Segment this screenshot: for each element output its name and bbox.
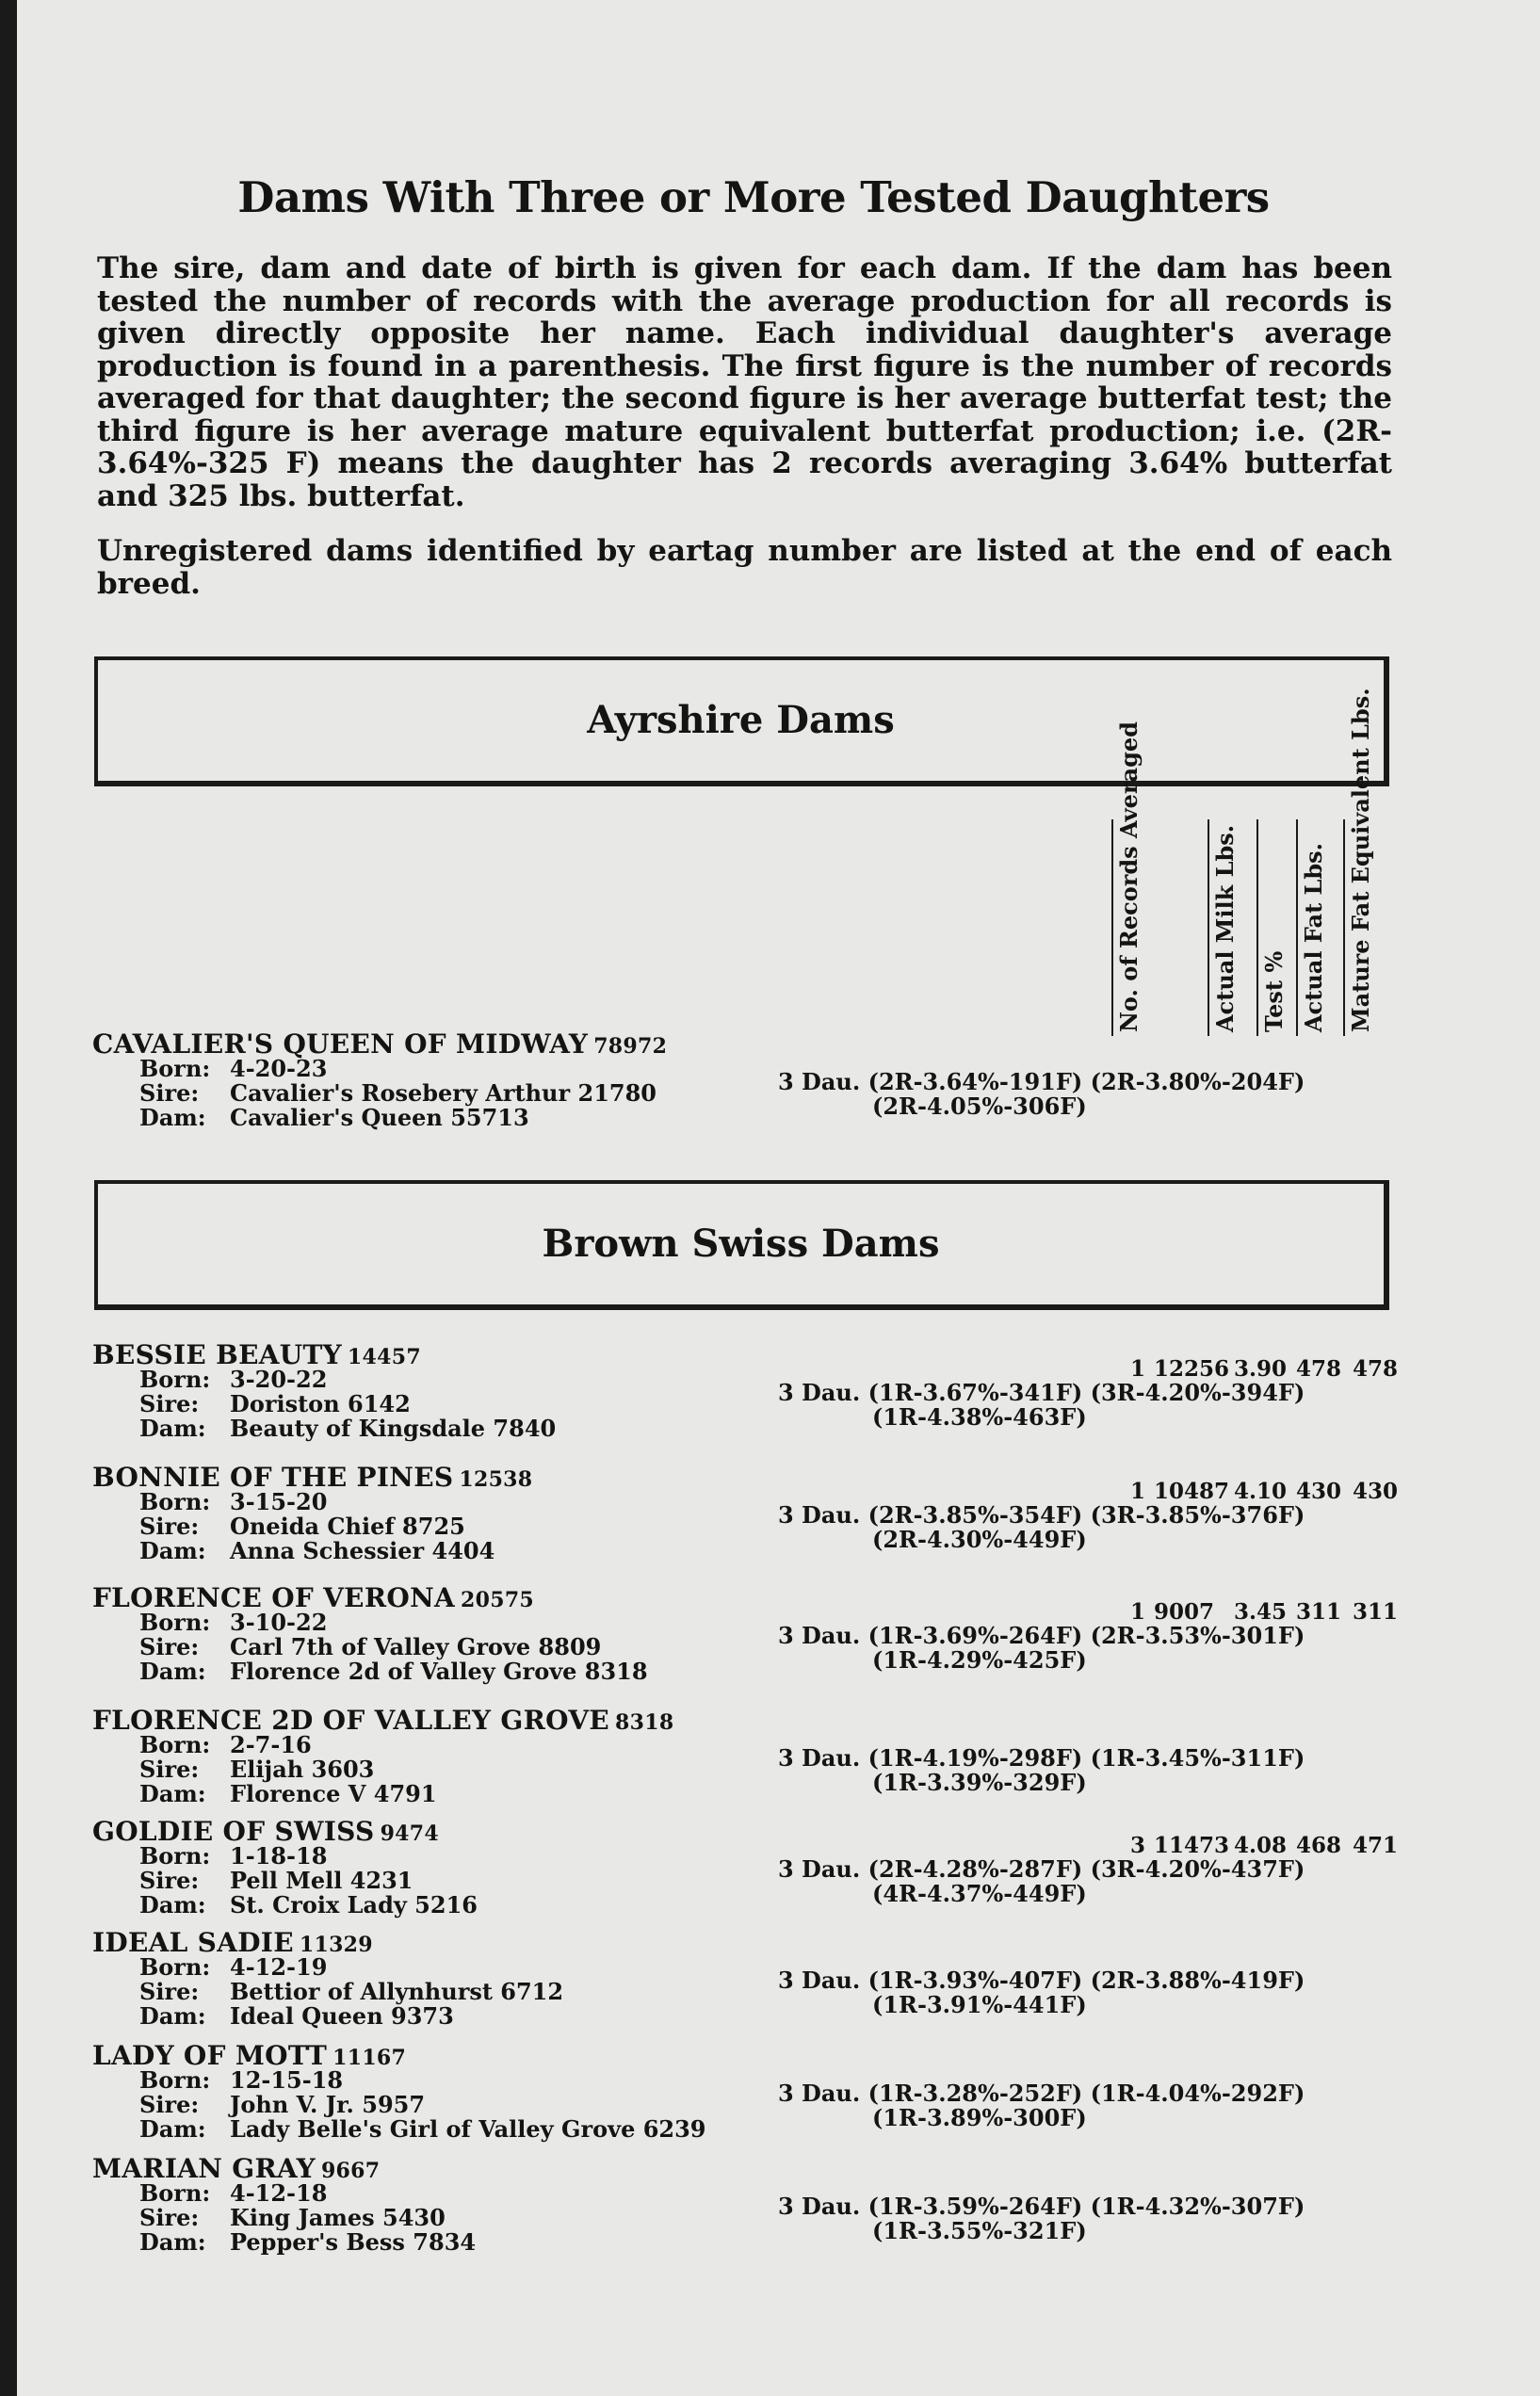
sire-label: Sire: <box>139 2204 200 2231</box>
ayrshire-heading-box <box>94 656 1389 786</box>
born-label: Born: <box>139 1842 211 1870</box>
born-label: Born: <box>139 1488 211 1515</box>
page-title: Dams With Three or More Tested Daughters <box>237 172 1270 222</box>
dam-value: Anna Schessier 4404 <box>230 1537 495 1564</box>
dam-pedigree <box>139 2068 706 2142</box>
daughters-line-1 <box>778 1624 1305 1648</box>
born-label: Born: <box>139 1953 211 1981</box>
sire-label: Sire: <box>139 1978 200 2005</box>
dam-registration-number: 11329 <box>299 1933 373 1957</box>
sire-label: Sire: <box>139 1756 200 1783</box>
dam-registration-number: 11167 <box>332 2046 407 2070</box>
daughters-line-2: (4R-4.37%-449F) <box>872 1880 1087 1907</box>
dam-value: Cavalier's Queen 55713 <box>230 1104 529 1131</box>
dam-row <box>139 2004 563 2029</box>
dam-pedigree <box>139 1057 657 1130</box>
dam-pedigree <box>139 1611 648 1684</box>
dam-label: Dam: <box>139 2228 206 2256</box>
sire-row <box>139 1392 556 1417</box>
daughter-records-1: (1R-3.28%-252F) (1R-4.04%-292F) <box>867 2080 1305 2107</box>
sire-value: Carl 7th of Valley Grove 8809 <box>230 1633 602 1660</box>
born-row <box>139 1733 437 1757</box>
sire-row <box>139 1757 437 1782</box>
avg-mature-fat: 430 <box>1353 1479 1399 1504</box>
avg-records: 3 <box>1130 1833 1146 1858</box>
sire-row <box>139 2093 706 2117</box>
dam-label: Dam: <box>139 2002 206 2030</box>
avg-test: 4.08 <box>1234 1833 1288 1858</box>
dam-row <box>139 1539 494 1563</box>
sire-label: Sire: <box>139 1513 200 1540</box>
daughter-count: 3 Dau. <box>778 2193 861 2220</box>
dam-label: Dam: <box>139 1537 206 1564</box>
dam-label: Dam: <box>139 1658 206 1685</box>
born-value: 3-10-22 <box>230 1609 328 1636</box>
sire-label: Sire: <box>139 1867 200 1894</box>
daughter-count: 3 Dau. <box>778 1068 861 1095</box>
sire-label: Sire: <box>139 1079 200 1107</box>
daughters-line-1 <box>778 1381 1305 1405</box>
dam-registration-number: 9474 <box>380 1821 440 1846</box>
born-row <box>139 2068 706 2093</box>
born-row <box>139 1611 648 1635</box>
dam-row <box>139 2230 476 2255</box>
daughter-records-1: (1R-3.59%-264F) (1R-4.32%-307F) <box>867 2193 1305 2220</box>
avg-fat: 311 <box>1296 1599 1342 1625</box>
sire-value: Cavalier's Rosebery Arthur 21780 <box>230 1079 657 1107</box>
born-value: 12-15-18 <box>230 2066 344 2094</box>
daughters-production <box>778 1503 1305 1552</box>
born-row <box>139 1057 657 1081</box>
born-row <box>139 1955 563 1980</box>
dam-registration-number: 14457 <box>347 1345 421 1369</box>
sire-row <box>139 1514 494 1539</box>
avg-test: 3.90 <box>1234 1356 1288 1382</box>
sire-label: Sire: <box>139 1390 200 1417</box>
column-header-mature-label: Mature Fat Equivalent Lbs. <box>1347 688 1374 1032</box>
born-value: 2-7-16 <box>230 1731 312 1758</box>
born-value: 4-20-23 <box>230 1055 328 1082</box>
born-value: 3-20-22 <box>230 1366 328 1393</box>
daughter-records-1: (2R-3.85%-354F) (3R-3.85%-376F) <box>867 1501 1305 1529</box>
sire-value: Pell Mell 4231 <box>230 1867 413 1894</box>
daughters-production <box>778 1624 1305 1673</box>
dam-pedigree <box>139 1733 437 1806</box>
avg-mature-fat: 311 <box>1353 1599 1399 1625</box>
column-header-fat-label: Actual Fat Lbs. <box>1300 842 1327 1032</box>
column-header-milk-label: Actual Milk Lbs. <box>1211 824 1239 1032</box>
born-label: Born: <box>139 2066 211 2094</box>
sire-row <box>139 2206 476 2230</box>
daughters-line-1 <box>778 1070 1305 1094</box>
daughters-line-2: (2R-4.05%-306F) <box>872 1093 1087 1120</box>
daughters-line-2: (2R-4.30%-449F) <box>872 1526 1087 1553</box>
daughter-records-1: (1R-3.69%-264F) (2R-3.53%-301F) <box>867 1622 1305 1649</box>
dam-row <box>139 1106 657 1130</box>
born-value: 4-12-18 <box>230 2179 328 2207</box>
daughter-count: 3 Dau. <box>778 1967 861 1994</box>
daughters-production <box>778 1746 1305 1795</box>
daughter-count: 3 Dau. <box>778 1501 861 1529</box>
daughters-line-2: (1R-4.29%-425F) <box>872 1646 1087 1674</box>
daughters-line-1 <box>778 1857 1305 1882</box>
daughter-count: 3 Dau. <box>778 1379 861 1406</box>
page-spine-shadow <box>0 0 17 2396</box>
dam-registration-number: 8318 <box>615 1710 674 1735</box>
dam-value: Lady Belle's Girl of Valley Grove 6239 <box>230 2115 706 2143</box>
dam-value: Beauty of Kingsdale 7840 <box>230 1415 557 1442</box>
dam-registration-number: 20575 <box>461 1588 535 1612</box>
intro-text <box>97 252 1392 600</box>
intro-paragraph-2: Unregistered dams identified by eartag number are listed at the end of each breed. <box>97 534 1392 601</box>
sire-row <box>139 1980 563 2004</box>
avg-test: 4.10 <box>1234 1479 1288 1504</box>
sire-value: Bettior of Allynhurst 6712 <box>230 1978 564 2005</box>
dam-value: Florence 2d of Valley Grove 8318 <box>230 1658 648 1685</box>
dam-name-text: BONNIE OF THE PINES <box>92 1462 454 1493</box>
dam-row <box>139 2117 706 2142</box>
daughters-line-1 <box>778 1968 1305 1993</box>
column-header-records <box>1111 721 1170 1036</box>
avg-milk: 9007 <box>1154 1599 1215 1625</box>
dam-value: Ideal Queen 9373 <box>230 2002 454 2030</box>
sire-value: Doriston 6142 <box>230 1390 411 1417</box>
dam-registration-number: 78972 <box>593 1034 668 1059</box>
avg-fat: 430 <box>1296 1479 1342 1504</box>
sire-row <box>139 1081 657 1106</box>
daughters-line-1 <box>778 1746 1305 1771</box>
born-label: Born: <box>139 1366 211 1393</box>
daughter-count: 3 Dau. <box>778 2080 861 2107</box>
avg-fat: 468 <box>1296 1833 1342 1858</box>
dam-label: Dam: <box>139 1415 206 1442</box>
sire-value: King James 5430 <box>230 2204 446 2231</box>
born-label: Born: <box>139 1609 211 1636</box>
dam-name-text: CAVALIER'S QUEEN OF MIDWAY <box>92 1028 589 1060</box>
daughters-line-1 <box>778 1503 1305 1528</box>
dam-label: Dam: <box>139 1891 206 1918</box>
avg-records: 1 <box>1130 1479 1146 1504</box>
sire-label: Sire: <box>139 2091 200 2118</box>
dam-name-text: BESSIE BEAUTY <box>92 1339 342 1370</box>
avg-records: 1 <box>1130 1599 1146 1625</box>
born-row <box>139 1490 494 1514</box>
sire-value: Oneida Chief 8725 <box>230 1513 465 1540</box>
born-row <box>139 1844 478 1869</box>
daughter-records-1: (1R-4.19%-298F) (1R-3.45%-311F) <box>867 1744 1305 1772</box>
avg-milk: 10487 <box>1154 1479 1230 1504</box>
daughter-count: 3 Dau. <box>778 1622 861 1649</box>
born-value: 1-18-18 <box>230 1842 328 1870</box>
dam-row <box>139 1417 556 1441</box>
daughters-line-2: (1R-3.91%-441F) <box>872 1991 1087 2018</box>
dam-name-text: FLORENCE OF VERONA <box>92 1582 455 1613</box>
daughters-production <box>778 1857 1305 1906</box>
sire-value: Elijah 3603 <box>230 1756 375 1783</box>
dam-value: Pepper's Bess 7834 <box>230 2228 477 2256</box>
dam-pedigree <box>139 1955 563 2029</box>
dam-pedigree <box>139 2181 476 2255</box>
dam-name-text: MARIAN GRAY <box>92 2153 316 2184</box>
brown-swiss-heading: Brown Swiss Dams <box>542 1222 940 1266</box>
dam-name-text: IDEAL SADIE <box>92 1927 294 1958</box>
dam-registration-number: 12538 <box>459 1467 533 1492</box>
column-header-test-label: Test % <box>1260 950 1288 1032</box>
daughters-production <box>778 2081 1305 2130</box>
avg-mature-fat: 471 <box>1353 1833 1399 1858</box>
daughters-line-2: (1R-3.89%-300F) <box>872 2104 1087 2131</box>
daughter-records-1: (2R-4.28%-287F) (3R-4.20%-437F) <box>867 1855 1305 1883</box>
dam-row <box>139 1893 478 1918</box>
column-header-mature <box>1343 688 1402 1036</box>
avg-mature-fat: 478 <box>1353 1356 1399 1382</box>
dam-value: St. Croix Lady 5216 <box>230 1891 478 1918</box>
born-value: 4-12-19 <box>230 1953 328 1981</box>
born-value: 3-15-20 <box>230 1488 328 1515</box>
avg-fat: 478 <box>1296 1356 1342 1382</box>
avg-test: 3.45 <box>1234 1599 1288 1625</box>
sire-label: Sire: <box>139 1633 200 1660</box>
daughters-line-1 <box>778 2081 1305 2106</box>
dam-label: Dam: <box>139 1104 206 1131</box>
sire-value: John V. Jr. 5957 <box>230 2091 426 2118</box>
avg-records: 1 <box>1130 1356 1146 1382</box>
daughters-production <box>778 1070 1305 1119</box>
dam-pedigree <box>139 1490 494 1563</box>
column-header-records-label: No. of Records Averaged <box>1115 721 1143 1032</box>
born-row <box>139 1368 556 1392</box>
daughter-count: 3 Dau. <box>778 1744 861 1772</box>
daughter-records-1: (2R-3.64%-191F) (2R-3.80%-204F) <box>867 1068 1305 1095</box>
daughters-line-2: (1R-3.55%-321F) <box>872 2217 1087 2244</box>
avg-milk: 11473 <box>1154 1833 1230 1858</box>
intro-paragraph-1: The sire, dam and date of birth is given for each dam. If the dam has been tested the number of records with the average production for all records is given directly opposite her name. Each individual daughter's average production is found in a parenthesis. The first figure is the number of records averaged for that daughter; the second figure is her average butterfat test; the third figure is her average mature equivalent butterfat production; i.e. (2R-3.64%-325 F) means the daughter has 2 records averaging 3.64% butterfat and 325 lbs. butterfat. <box>97 251 1392 513</box>
ayrshire-heading: Ayrshire Dams <box>587 698 895 742</box>
daughters-production <box>778 1381 1305 1430</box>
dam-row <box>139 1782 437 1806</box>
brown-swiss-heading-box <box>94 1180 1389 1310</box>
dam-name-text: FLORENCE 2D OF VALLEY GROVE <box>92 1705 610 1736</box>
dam-row <box>139 1659 648 1684</box>
dam-pedigree <box>139 1368 556 1441</box>
daughters-line-2: (1R-4.38%-463F) <box>872 1403 1087 1431</box>
daughters-line-1 <box>778 2194 1305 2219</box>
born-label: Born: <box>139 2179 211 2207</box>
sire-row <box>139 1869 478 1893</box>
dam-label: Dam: <box>139 2115 206 2143</box>
dam-pedigree <box>139 1844 478 1918</box>
daughters-line-2: (1R-3.39%-329F) <box>872 1769 1087 1796</box>
born-label: Born: <box>139 1731 211 1758</box>
born-label: Born: <box>139 1055 211 1082</box>
daughters-production <box>778 2194 1305 2243</box>
avg-milk: 12256 <box>1154 1356 1230 1382</box>
daughter-count: 3 Dau. <box>778 1855 861 1883</box>
dam-name-text: LADY OF MOTT <box>92 2040 328 2071</box>
daughter-records-1: (1R-3.93%-407F) (2R-3.88%-419F) <box>867 1967 1305 1994</box>
dam-value: Florence V 4791 <box>230 1780 437 1807</box>
dam-label: Dam: <box>139 1780 206 1807</box>
dam-name-text: GOLDIE OF SWISS <box>92 1816 375 1847</box>
sire-row <box>139 1635 648 1659</box>
born-row <box>139 2181 476 2206</box>
daughters-production <box>778 1968 1305 2017</box>
dam-registration-number: 9667 <box>320 2159 381 2183</box>
daughter-records-1: (1R-3.67%-341F) (3R-4.20%-394F) <box>867 1379 1305 1406</box>
